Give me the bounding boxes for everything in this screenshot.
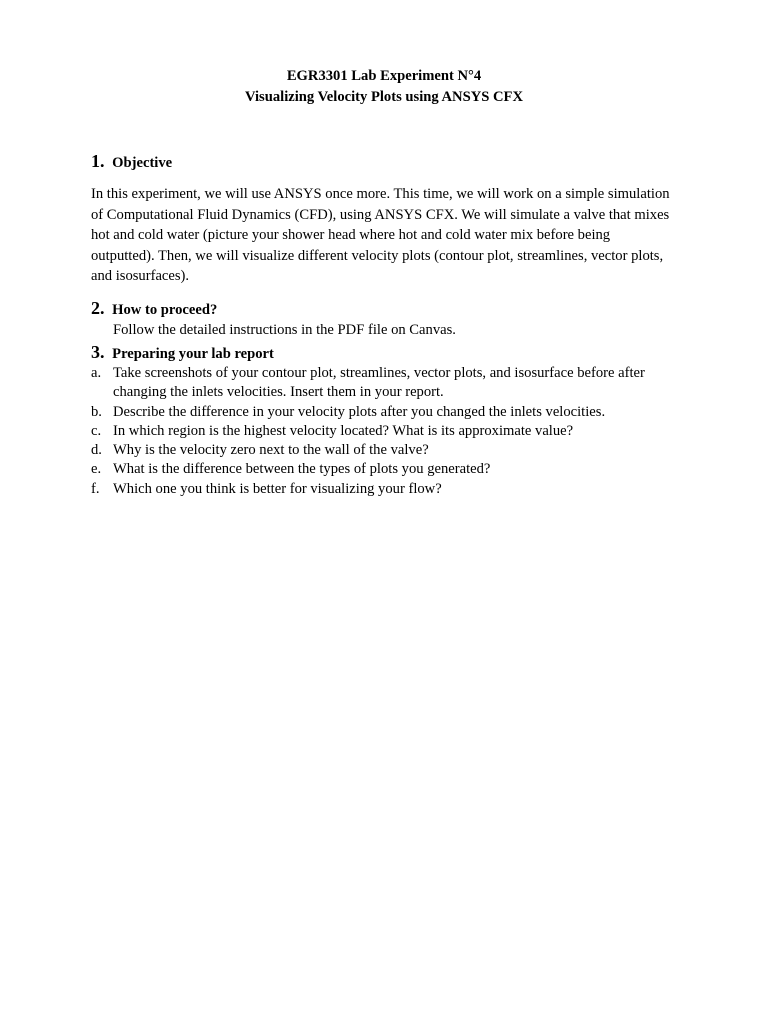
list-marker: f. [91,480,100,497]
section-1-number: 1. [91,151,105,171]
list-item [91,364,691,403]
section-2-label: How to proceed? [112,302,218,318]
list-item [91,403,691,422]
doc-title-line1: EGR3301 Lab Experiment N°4 [286,68,482,84]
report-questions-list [91,364,691,499]
list-marker: d. [91,442,102,459]
list-item-text: What is the difference between the types of plots you generated? [113,461,491,478]
list-item-text: Describe the difference in your velocity plots after you changed the inlets velocities. [113,403,606,420]
list-marker: a. [91,365,102,381]
list-item [91,422,691,441]
list-marker: e. [91,461,102,478]
list-item [91,460,691,479]
list-item [91,480,691,499]
section-2-body: Follow the detailed instructions in the PDF file on Canvas. [113,322,456,338]
list-marker: b. [91,403,102,420]
section-1-heading [91,151,172,172]
section-3-number: 3. [91,342,105,362]
section-3-heading [91,342,274,363]
list-item [91,441,691,460]
section-1-body: In this experiment, we will use ANSYS once more. This time, we will work on a simple simulation of Computational Fluid Dynamics (CFD), using ANSYS CFX. We will simulate a valve that mixes hot and cold water (picture your shower head where hot and cold water mix before being outputted). Then, we will visualize different velocity plots (contour plot, streamlines, vector plots, and isosurfaces). [91,186,670,284]
list-item-text: Take screenshots of your contour plot, streamlines, vector plots, and isosurface before after changing the inlets velocities. Insert them in your report. [113,365,645,401]
list-item-text: Which one you think is better for visualizing your flow? [113,480,442,497]
section-2-number: 2. [91,298,105,318]
section-3-label: Preparing your lab report [112,346,274,362]
section-2-heading [91,298,217,319]
list-item-text: Why is the velocity zero next to the wall of the valve? [113,442,429,459]
section-1-label: Objective [112,155,173,171]
list-marker: c. [91,422,102,439]
doc-title-line2: Visualizing Velocity Plots using ANSYS CFX [245,89,523,105]
list-item-text: In which region is the highest velocity located? What is its approximate value? [113,422,574,439]
